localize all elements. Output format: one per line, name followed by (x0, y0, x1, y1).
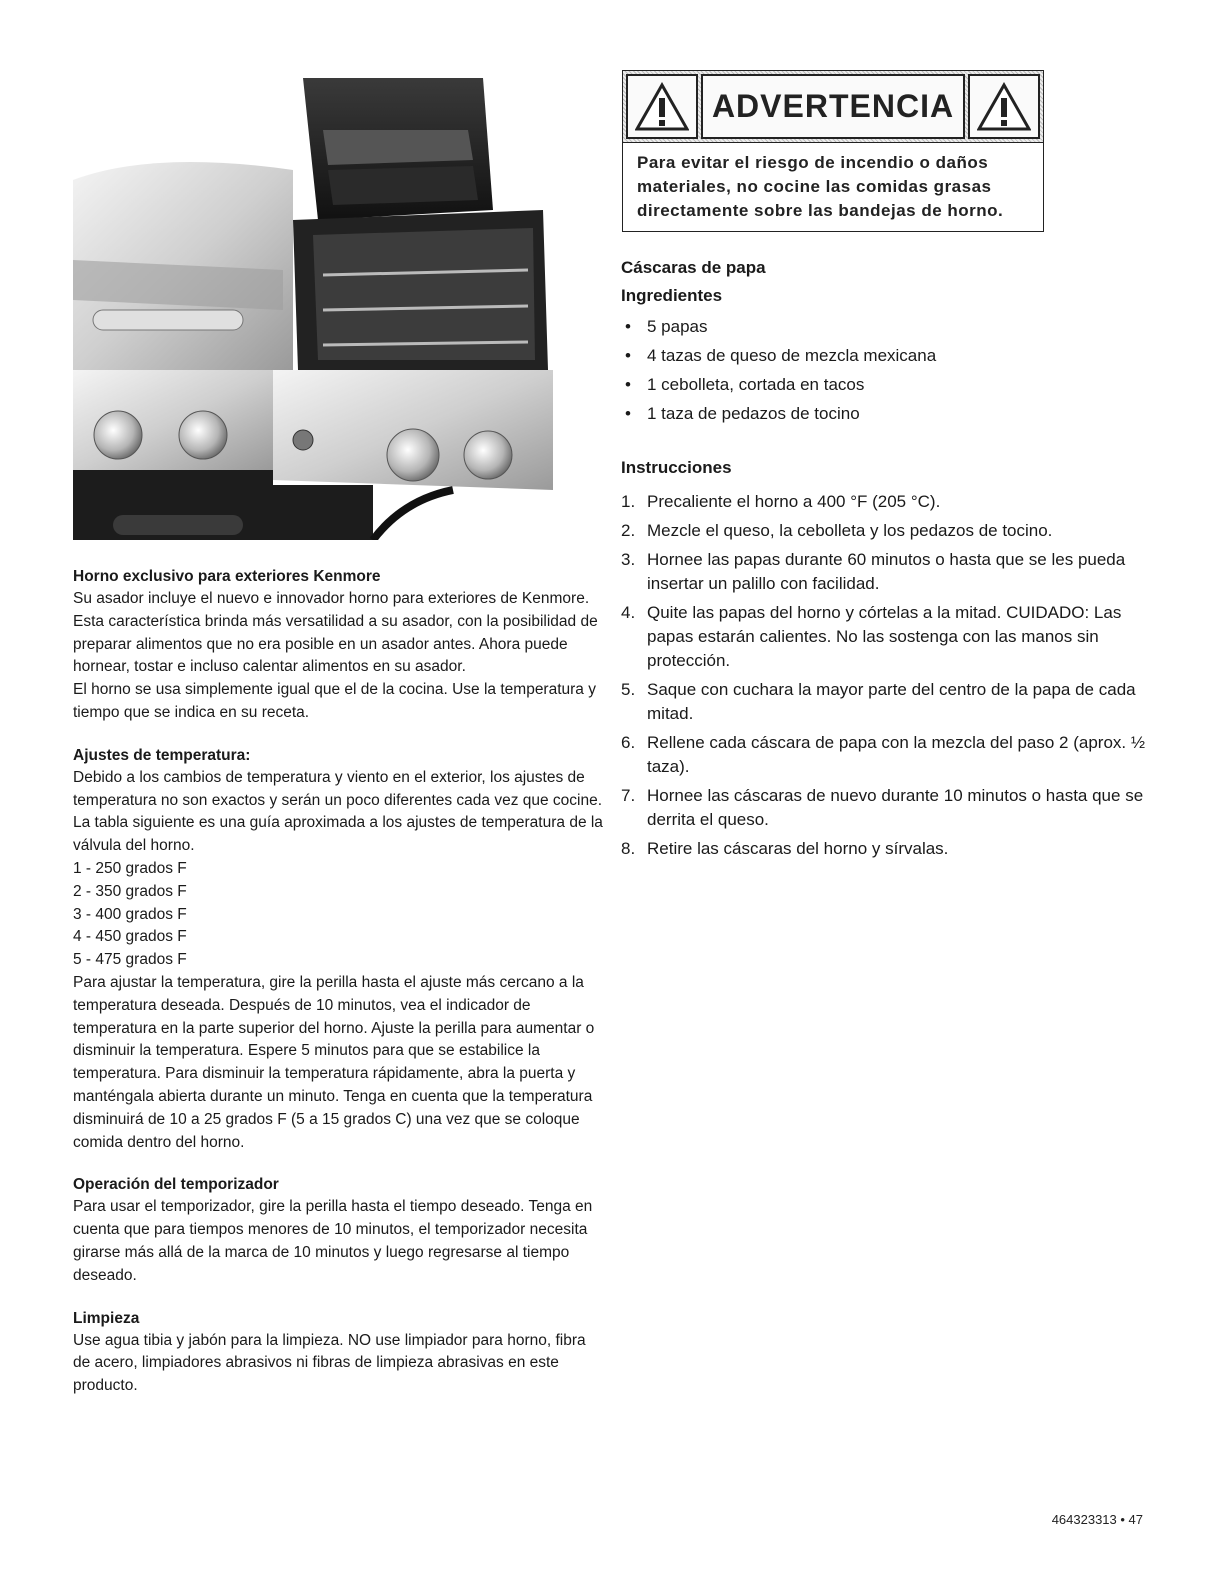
list-item (621, 548, 1151, 596)
cleaning-paragraph: Use agua tibia y jabón para la limpieza. NO use limpiador para horno, fibra de acero, limpiadores abrasivos ni fibras de limpieza abrasivas en este producto. (73, 1331, 586, 1395)
bullet-icon: • (625, 317, 631, 336)
timer-heading: Operación del temporizador (73, 1176, 279, 1194)
list-item (621, 731, 1151, 779)
warning-text: Para evitar el riesgo de incendio o daños materiales, no cocine las comidas grasas directamente sobre las bandejas de horno. (637, 153, 1004, 220)
warning-header (623, 71, 1043, 143)
step-text: Mezcle el queso, la cebolleta y los pedazos de tocino. (647, 521, 1053, 540)
list-item (621, 399, 1151, 428)
temperature-setting: 2 - 350 grados F (73, 882, 187, 900)
recipe-title: Cáscaras de papa (621, 258, 766, 277)
right-column (621, 70, 1151, 866)
ingredient-text: 4 tazas de queso de mezcla mexicana (647, 346, 937, 365)
temperature-setting: 1 - 250 grados F (73, 859, 187, 877)
step-number: 2. (621, 521, 636, 540)
timer-paragraph: Para usar el temporizador, gire la perilla hasta el tiempo deseado. Tenga en cuenta que para tiempos menores de 10 minutos, el temporizador necesita girarse más allá de la marca de 10 minutos y luego regresarse al tiempo deseado. (73, 1198, 593, 1284)
step-number: 7. (621, 786, 636, 805)
step-text: Hornee las papas durante 60 minutos o hasta que se les pueda insertar un palillo con facilidad. (647, 550, 1126, 593)
temperature-heading: Ajustes de temperatura: (73, 746, 251, 764)
step-number: 3. (621, 550, 636, 569)
list-item (621, 678, 1151, 726)
warning-triangle-icon (968, 74, 1040, 139)
temperature-paragraph: Debido a los cambios de temperatura y viento en el exterior, los ajustes de temperatura no son exactos y serán un poco diferentes cada vez que cocine. (73, 768, 603, 809)
temperature-paragraph: Para ajustar la temperatura, gire la perilla hasta el ajuste más cercano a la temperatura deseada. Después de 10 minutos, vea el indicador de temperatura en la parte superior del horno. Ajuste la perilla para aumentar o disminuir la temperatura. Espere 5 minutos para que se estabilice la temperatura. Para disminuir la temperatura rápidamente, abra la puerta y manténgala abierta durante un minuto. Tenga en cuenta que la temperatura disminuirá de 10 a 25 grados F (5 a 15 grados C) una vez que se coloque comida dentro del horno. (73, 973, 595, 1151)
oven-paragraph: Su asador incluye el nuevo e innovador horno para exteriores de Kenmore. Esta característica brinda más versatilidad a su asador, con la posibilidad de preparar alimentos que no era posible en un asador antes. Ahora puede hornear, tostar e incluso calentar alimentos en su asador. (73, 590, 598, 676)
step-number: 5. (621, 680, 636, 699)
warning-title: ADVERTENCIA (701, 74, 965, 139)
step-text: Saque con cuchara la mayor parte del centro de la papa de cada mitad. (647, 680, 1136, 723)
ingredient-text: 1 taza de pedazos de tocino (647, 404, 860, 423)
step-number: 4. (621, 603, 636, 622)
step-text: Hornee las cáscaras de nuevo durante 10 minutos o hasta que se derrita el queso. (647, 786, 1144, 829)
list-item (621, 490, 1151, 514)
step-number: 8. (621, 839, 636, 858)
step-text: Quite las papas del horno y córtelas a la mitad. CUIDADO: Las papas estarán calientes. No las sostenga con las manos sin protección. (647, 603, 1122, 670)
left-column (73, 70, 603, 1398)
oven-paragraph: El horno se usa simplemente igual que el de la cocina. Use la temperatura y tiempo que se indica en su receta. (73, 681, 596, 721)
oven-heading: Horno exclusivo para exteriores Kenmore (73, 568, 381, 585)
grill-oven-photo (73, 70, 553, 540)
temperature-setting: 3 - 400 grados F (73, 905, 187, 923)
list-item (621, 312, 1151, 341)
step-text: Retire las cáscaras del horno y sírvalas. (647, 839, 949, 858)
step-text: Precaliente el horno a 400 °F (205 °C). (647, 492, 941, 511)
list-item (621, 837, 1151, 861)
step-text: Rellene cada cáscara de papa con la mezcla del paso 2 (aprox. ½ taza). (647, 733, 1146, 776)
page-number: 464323313 • 47 (1051, 1512, 1143, 1527)
instruction-list (621, 490, 1151, 861)
bullet-icon: • (625, 375, 631, 394)
ingredient-text: 5 papas (647, 317, 708, 336)
warning-box (622, 70, 1044, 232)
list-item (621, 784, 1151, 832)
warning-triangle-icon (626, 74, 698, 139)
list-item (621, 519, 1151, 543)
list-item (621, 601, 1151, 673)
list-item (621, 341, 1151, 370)
ingredients-heading: Ingredientes (621, 286, 723, 305)
cleaning-heading: Limpieza (73, 1309, 140, 1327)
ingredient-text: 1 cebolleta, cortada en tacos (647, 375, 865, 394)
temperature-setting: 5 - 475 grados F (73, 951, 187, 969)
step-number: 1. (621, 492, 636, 511)
list-item (621, 370, 1151, 399)
bullet-icon: • (625, 404, 631, 423)
instructions-heading: Instrucciones (621, 458, 732, 477)
ingredient-list (621, 312, 1151, 428)
temperature-paragraph: La tabla siguiente es una guía aproximada a los ajustes de temperatura de la válvula del horno. (73, 814, 603, 855)
step-number: 6. (621, 733, 636, 752)
temperature-setting: 4 - 450 grados F (73, 928, 187, 946)
bullet-icon: • (625, 346, 631, 365)
